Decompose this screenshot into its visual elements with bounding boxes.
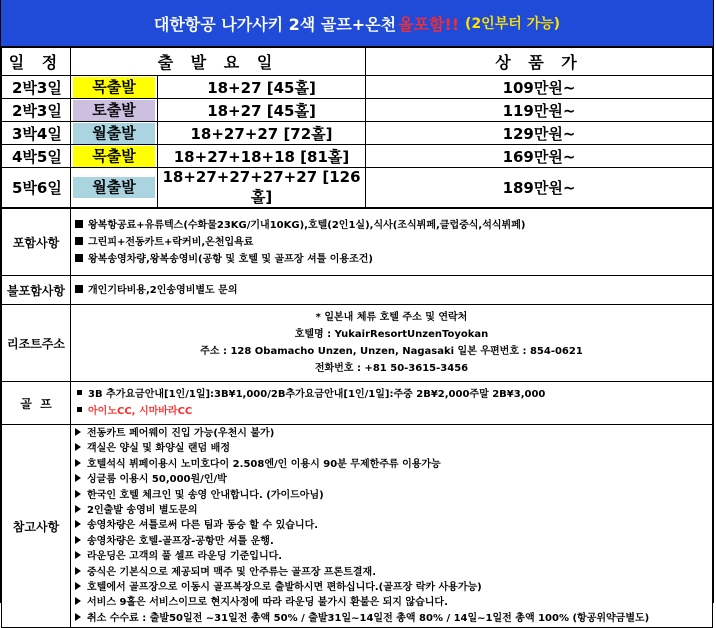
note-item: 송영차량은 셔틀로써 다른 팀과 동승 할 수 있습니다.	[75, 518, 708, 533]
title-main: 대한항공 나가사키 2색 골프+온천	[153, 14, 397, 34]
product-holes: 18+27 [45홀]	[158, 99, 366, 122]
triangle-bullet-icon	[75, 536, 81, 544]
triangle-bullet-icon	[75, 505, 81, 513]
triangle-bullet-icon	[75, 567, 81, 575]
triangle-bullet-icon	[75, 428, 81, 436]
product-price: 119만원~	[366, 99, 713, 122]
square-bullet-icon	[75, 220, 83, 228]
product-price: 189만원~	[366, 168, 713, 208]
product-days: 5박6일	[2, 168, 71, 208]
note-item: 객실은 양실 및 화양실 랜덤 배정	[75, 441, 708, 456]
notes-label: 참고사항	[2, 425, 71, 628]
table-header-row	[2, 48, 713, 76]
hotel-name: 호텔명 : YukairResortUnzenToyokan	[294, 329, 489, 340]
note-item: 서비스 9홀은 서비스이므로 현지사정에 따라 라운딩 불가시 환불은 되지 않습니다.	[75, 595, 708, 610]
note-item: 한국인 호텔 체크인 및 송영 안내합니다. (가이드아님)	[75, 488, 708, 503]
triangle-bullet-icon	[75, 474, 81, 482]
header-price: 상 품 가	[366, 48, 713, 76]
list-item: 왕복항공료+유류텍스(수화물23KG/기내10KG),호텔(2인1실),식사(조식뷔페,클럽중식,석식뷔페)	[75, 217, 708, 234]
product-days: 3박4일	[2, 122, 71, 145]
note-item: 중식은 기본식으로 제공되며 맥주 및 안주류는 골프장 프론트결재.	[75, 565, 708, 580]
golf-label: 골 프	[2, 382, 71, 425]
triangle-bullet-icon	[75, 597, 81, 605]
triangle-bullet-icon	[75, 582, 81, 590]
triangle-bullet-icon	[75, 551, 81, 559]
product-row	[2, 99, 713, 122]
note-item: 라운딩은 고객의 풀 셀프 라운딩 기준입니다.	[75, 549, 708, 564]
excluded-row	[2, 276, 713, 305]
golf-courses: 아이노CC, 시마바라CC	[77, 403, 706, 420]
square-bullet-icon	[75, 285, 83, 293]
note-item: 호텔에서 골프장으로 이동시 골프복장으로 출발하시면 편하십니다.(골프장 락카 사용가능)	[75, 580, 708, 595]
included-row	[2, 209, 713, 276]
details-table	[1, 208, 713, 628]
bullet-icon	[77, 407, 82, 412]
note-item: 전동카트 페어웨이 진입 가능(우천시 불가)	[75, 426, 708, 441]
depart-day-badge: 토출발	[73, 100, 155, 121]
triangle-bullet-icon	[75, 490, 81, 498]
product-holes: 18+27+27 [72홀]	[158, 122, 366, 145]
product-row	[2, 122, 713, 145]
product-price: 169만원~	[366, 145, 713, 168]
product-price: 129만원~	[366, 122, 713, 145]
notes-row	[2, 425, 713, 628]
hotel-phone: 전화번호 : +81 50-3615-3456	[314, 363, 469, 374]
header-departure: 출 발 요 일	[71, 48, 366, 76]
square-bullet-icon	[75, 237, 83, 245]
depart-day-badge: 목출발	[73, 77, 155, 98]
title-note: (2인부터 가능)	[465, 16, 561, 32]
resort-note: * 일본내 체류 호텔 주소 및 연락처	[315, 312, 468, 323]
note-item: 취소 수수료 : 출발50일전 ~31일전 총액 50% / 출발31일~14일전 총액 80% / 14일~1일전 총액 100% (항공위약금별도)	[75, 611, 708, 626]
product-holes: 18+27 [45홀]	[158, 76, 366, 99]
product-holes: 18+27+27+27+27 [126홀]	[158, 168, 366, 208]
triangle-bullet-icon	[75, 443, 81, 451]
triangle-bullet-icon	[75, 459, 81, 467]
list-item: 왕복송영차량,왕복송영비(공항 및 호텔 및 골프장 셔틀 이용조건)	[75, 251, 708, 268]
note-item: 송영차량은 호텔-골프장-공항만 셔틀 운행.	[75, 534, 708, 549]
depart-day-badge: 월출발	[73, 123, 155, 144]
title-banner	[1, 0, 713, 47]
product-table	[1, 47, 713, 208]
bullet-icon	[77, 390, 82, 395]
depart-day-badge: 월출발	[73, 177, 155, 198]
list-item: 개인기타비용,2인송영비별도 문의	[75, 282, 708, 299]
product-price: 109만원~	[366, 76, 713, 99]
included-label: 포함사항	[2, 209, 71, 276]
golf-fee-info: 3B 추가요금안내[1인/1일]:3B¥1,000/2B추가요금안내[1인/1일]:주중 2B¥2,000주말 2B¥3,000	[77, 386, 706, 403]
product-row	[2, 76, 713, 99]
note-item: 2인출발 송영비 별도문의	[75, 503, 708, 518]
header-schedule: 일 정	[2, 48, 71, 76]
title-highlight: 올포함!!	[398, 14, 460, 34]
hotel-address: 주소 : 128 Obamacho Unzen, Unzen, Nagasaki 일본 우편번호 : 854-0621	[200, 346, 583, 357]
excluded-label: 불포함사항	[2, 276, 71, 305]
product-row	[2, 145, 713, 168]
product-days: 4박5일	[2, 145, 71, 168]
product-row	[2, 168, 713, 208]
list-item: 그린피+전동카트+락커비,온천입욕료	[75, 234, 708, 251]
resort-label: 리조트주소	[2, 305, 71, 382]
golf-row	[2, 382, 713, 425]
note-item: 호텔석식 뷔페이용시 노미호다이 2.508엔/인 이용시 90분 무제한주류 이용가능	[75, 457, 708, 472]
product-days: 2박3일	[2, 76, 71, 99]
depart-day-badge: 목출발	[73, 146, 155, 167]
resort-row	[2, 305, 713, 382]
note-item: 싱글룸 이용시 50,000원/인/박	[75, 472, 708, 487]
triangle-bullet-icon	[75, 520, 81, 528]
product-holes: 18+27+18+18 [81홀]	[158, 145, 366, 168]
product-days: 2박3일	[2, 99, 71, 122]
triangle-bullet-icon	[75, 613, 81, 621]
square-bullet-icon	[75, 254, 83, 262]
